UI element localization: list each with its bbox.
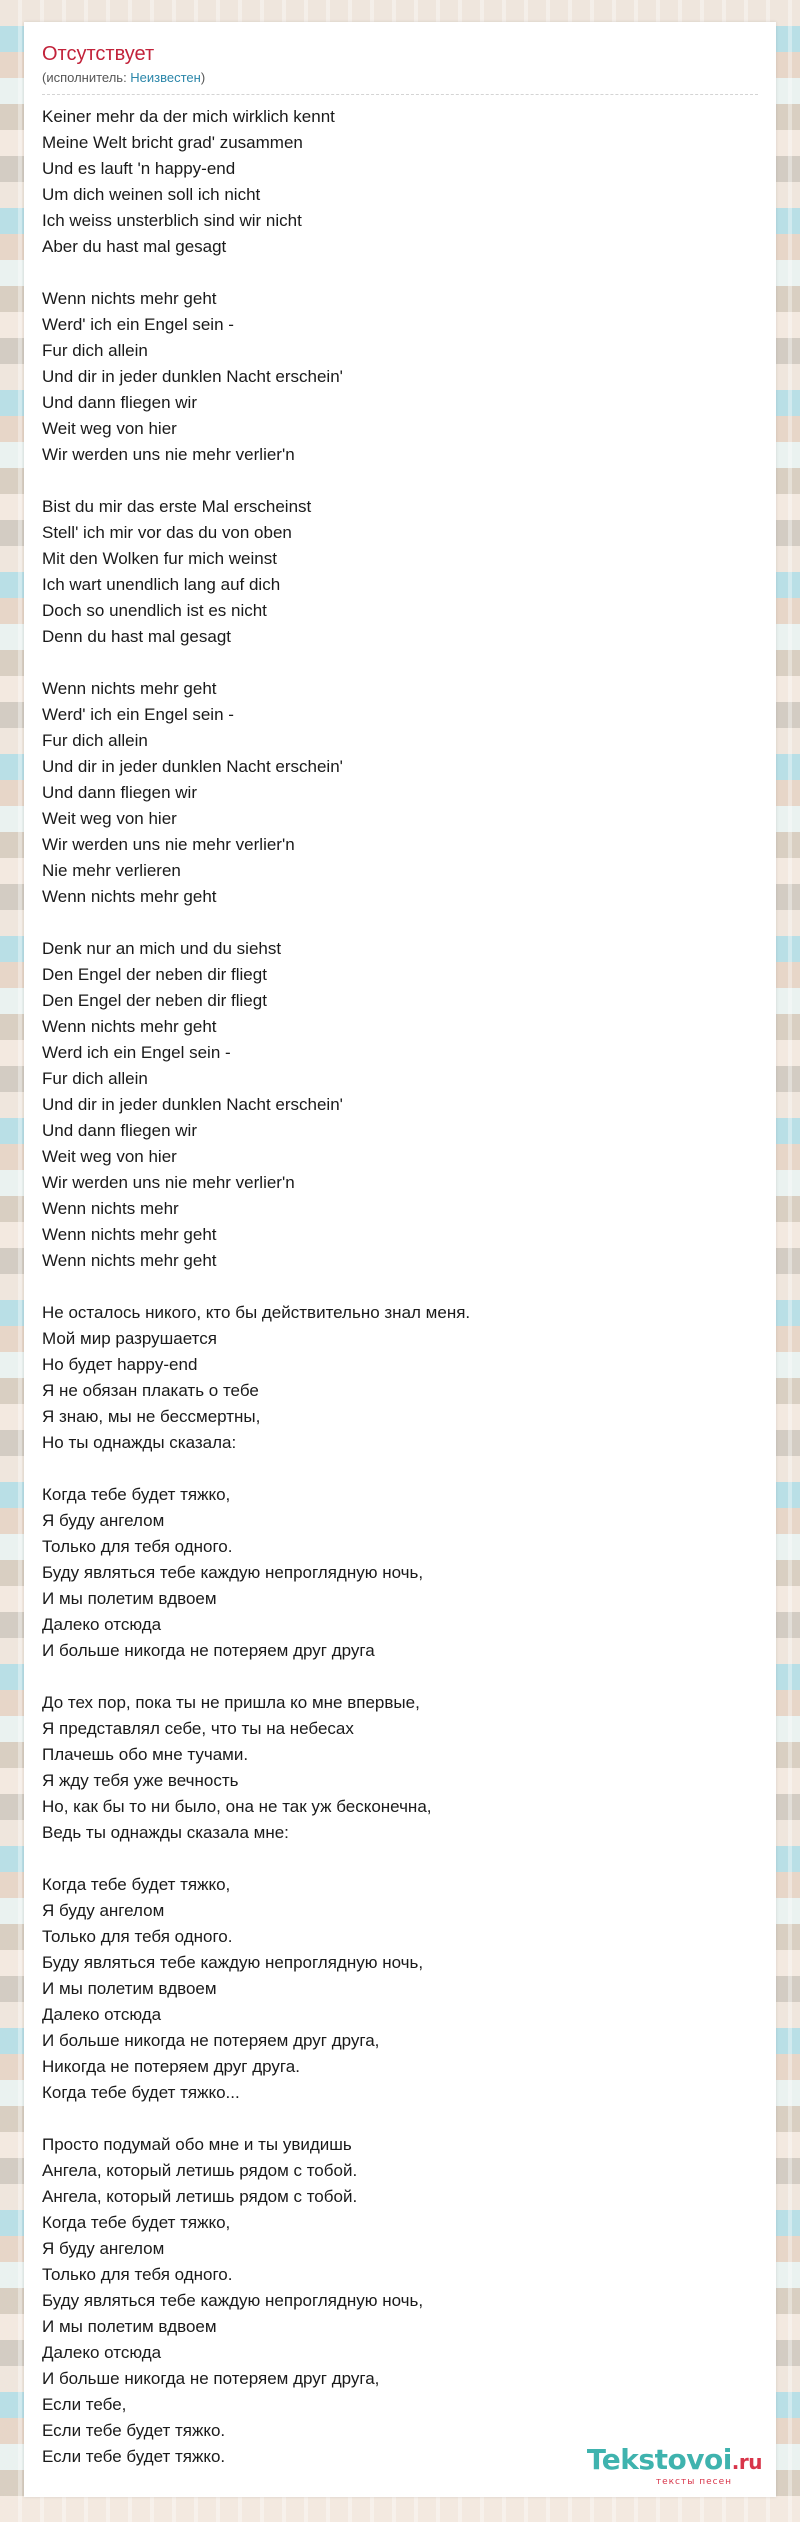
lyric-line: И мы полетим вдвоем	[42, 1589, 217, 1608]
lyric-line: Denn du hast mal gesagt	[42, 627, 232, 646]
lyric-line: До тех пор, пока ты не пришла ко мне впервые,	[42, 1693, 420, 1712]
lyric-line: Я буду ангелом	[42, 2239, 165, 2258]
lyric-line: Ангела, который летишь рядом с тобой.	[42, 2161, 358, 2180]
lyric-line: Только для тебя одного.	[42, 2265, 233, 2284]
lyric-line: Если тебе будет тяжко.	[42, 2421, 226, 2440]
lyric-line: Но будет happy-end	[42, 1355, 198, 1374]
lyric-line	[42, 468, 758, 494]
site-logo[interactable]	[587, 2445, 762, 2487]
lyric-line: И больше никогда не потеряем друг друга	[42, 1641, 375, 1660]
lyric-line: Wir werden uns nie mehr verlier'n	[42, 1173, 295, 1192]
lyric-line: Und dir in jeder dunklen Nacht erschein'	[42, 757, 343, 776]
lyric-line: Fur dich allein	[42, 1069, 148, 1088]
song-subtitle	[42, 70, 205, 86]
lyric-line: Я не обязан плакать о тебе	[42, 1381, 259, 1400]
lyric-line: Weit weg von hier	[42, 419, 177, 438]
lyric-line: Keiner mehr da der mich wirklich kennt	[42, 107, 335, 126]
lyric-line: Weit weg von hier	[42, 1147, 177, 1166]
header-divider	[42, 94, 758, 95]
lyric-line: Если тебе,	[42, 2395, 127, 2414]
lyric-line: Und dir in jeder dunklen Nacht erschein'	[42, 367, 343, 386]
lyric-line: Denk nur an mich und du siehst	[42, 939, 282, 958]
lyric-line: Буду являться тебе каждую непроглядную ночь,	[42, 2291, 424, 2310]
lyric-line: Только для тебя одного.	[42, 1927, 233, 1946]
lyric-line: Если тебе будет тяжко.	[42, 2447, 226, 2466]
lyric-line: И мы полетим вдвоем	[42, 1979, 217, 1998]
logo-name: Tekstovoi	[586, 2443, 732, 2476]
logo-wordmark	[587, 2445, 762, 2477]
lyric-line: Fur dich allein	[42, 731, 148, 750]
subtitle-prefix: (исполнитель:	[42, 70, 131, 85]
lyric-line	[42, 1274, 758, 1300]
song-title: Отсутствует	[42, 43, 155, 65]
lyric-line: Bist du mir das erste Mal erscheinst	[42, 497, 312, 516]
lyric-line: Stell' ich mir vor das du von oben	[42, 523, 292, 542]
lyric-line	[42, 1664, 758, 1690]
artist-link[interactable]: Неизвестен	[130, 70, 201, 85]
lyric-line: Буду являться тебе каждую непроглядную ночь,	[42, 1953, 424, 1972]
lyric-line: Плачешь обо мне тучами.	[42, 1745, 249, 1764]
lyric-line: Wenn nichts mehr geht	[42, 289, 217, 308]
lyric-line: Und dann fliegen wir	[42, 393, 197, 412]
lyric-line: Wenn nichts mehr	[42, 1199, 179, 1218]
lyric-line: Мой мир разрушается	[42, 1329, 217, 1348]
lyric-line: Я буду ангелом	[42, 1511, 165, 1530]
logo-tagline: тексты песен	[655, 2477, 732, 2487]
lyric-line: Далеко отсюда	[42, 1615, 162, 1634]
lyric-line: Но ты однажды сказала:	[42, 1433, 237, 1452]
lyric-line: Und dann fliegen wir	[42, 783, 197, 802]
lyric-line: Но, как бы то ни было, она не так уж бесконечна,	[42, 1797, 432, 1816]
lyric-line: Я знаю, мы не бессмертны,	[42, 1407, 261, 1426]
lyric-line: Когда тебе будет тяжко,	[42, 1875, 231, 1894]
lyric-line: Wenn nichts mehr geht	[42, 1225, 217, 1244]
lyric-line: Wenn nichts mehr geht	[42, 1251, 217, 1270]
lyric-line	[42, 260, 758, 286]
lyric-line: Далеко отсюда	[42, 2005, 162, 2024]
lyric-line: Doch so unendlich ist es nicht	[42, 601, 267, 620]
lyric-line: Werd' ich ein Engel sein -	[42, 705, 234, 724]
lyric-line: Не осталось никого, кто бы действительно знал меня.	[42, 1303, 471, 1322]
lyric-line	[42, 650, 758, 676]
lyric-line: Werd' ich ein Engel sein -	[42, 315, 234, 334]
lyric-line: И мы полетим вдвоем	[42, 2317, 217, 2336]
lyric-line	[42, 910, 758, 936]
lyric-line: Den Engel der neben dir fliegt	[42, 991, 267, 1010]
lyric-line: Und dir in jeder dunklen Nacht erschein'	[42, 1095, 343, 1114]
lyric-line: Я жду тебя уже вечность	[42, 1771, 239, 1790]
lyric-line: Wenn nichts mehr geht	[42, 1017, 217, 1036]
lyric-line: Fur dich allein	[42, 341, 148, 360]
lyric-line: Буду являться тебе каждую непроглядную ночь,	[42, 1563, 424, 1582]
lyric-line: Wenn nichts mehr geht	[42, 887, 217, 906]
lyric-line: Nie mehr verlieren	[42, 861, 181, 880]
lyric-line: Den Engel der neben dir fliegt	[42, 965, 267, 984]
lyric-line: Meine Welt bricht grad' zusammen	[42, 133, 303, 152]
lyrics-card	[24, 22, 776, 2497]
lyric-line: Просто подумай обо мне и ты увидишь	[42, 2135, 352, 2154]
lyric-line: Когда тебе будет тяжко,	[42, 1485, 231, 1504]
lyric-line: Ich weiss unsterblich sind wir nicht	[42, 211, 302, 230]
lyric-line: Далеко отсюда	[42, 2343, 162, 2362]
lyric-line: Когда тебе будет тяжко,	[42, 2213, 231, 2232]
lyric-line: Aber du hast mal gesagt	[42, 237, 227, 256]
lyric-line: И больше никогда не потеряем друг друга,	[42, 2031, 380, 2050]
lyric-line	[42, 1456, 758, 1482]
lyric-line: Ведь ты однажды сказала мне:	[42, 1823, 289, 1842]
lyric-line	[42, 1846, 758, 1872]
lyric-line	[42, 2106, 758, 2132]
lyric-line: Und dann fliegen wir	[42, 1121, 197, 1140]
lyric-line: Wenn nichts mehr geht	[42, 679, 217, 698]
lyric-line: Никогда не потеряем друг друга.	[42, 2057, 300, 2076]
lyric-line: Ангела, который летишь рядом с тобой.	[42, 2187, 358, 2206]
lyric-line: Und es lauft 'n happy-end	[42, 159, 236, 178]
lyrics-text	[42, 104, 758, 2470]
logo-tld: .ru	[731, 2450, 762, 2474]
lyric-line: Werd ich ein Engel sein -	[42, 1043, 231, 1062]
lyric-line: Ich wart unendlich lang auf dich	[42, 575, 281, 594]
lyric-line: Когда тебе будет тяжко...	[42, 2083, 240, 2102]
lyric-line: Mit den Wolken fur mich weinst	[42, 549, 277, 568]
lyric-line: Я представлял себе, что ты на небесах	[42, 1719, 354, 1738]
lyric-line: Wir werden uns nie mehr verlier'n	[42, 835, 295, 854]
lyric-line: Wir werden uns nie mehr verlier'n	[42, 445, 295, 464]
lyric-line: Я буду ангелом	[42, 1901, 165, 1920]
lyric-line: Weit weg von hier	[42, 809, 177, 828]
lyric-line: И больше никогда не потеряем друг друга,	[42, 2369, 380, 2388]
subtitle-suffix: )	[200, 70, 206, 85]
lyric-line: Um dich weinen soll ich nicht	[42, 185, 261, 204]
lyric-line: Только для тебя одного.	[42, 1537, 233, 1556]
